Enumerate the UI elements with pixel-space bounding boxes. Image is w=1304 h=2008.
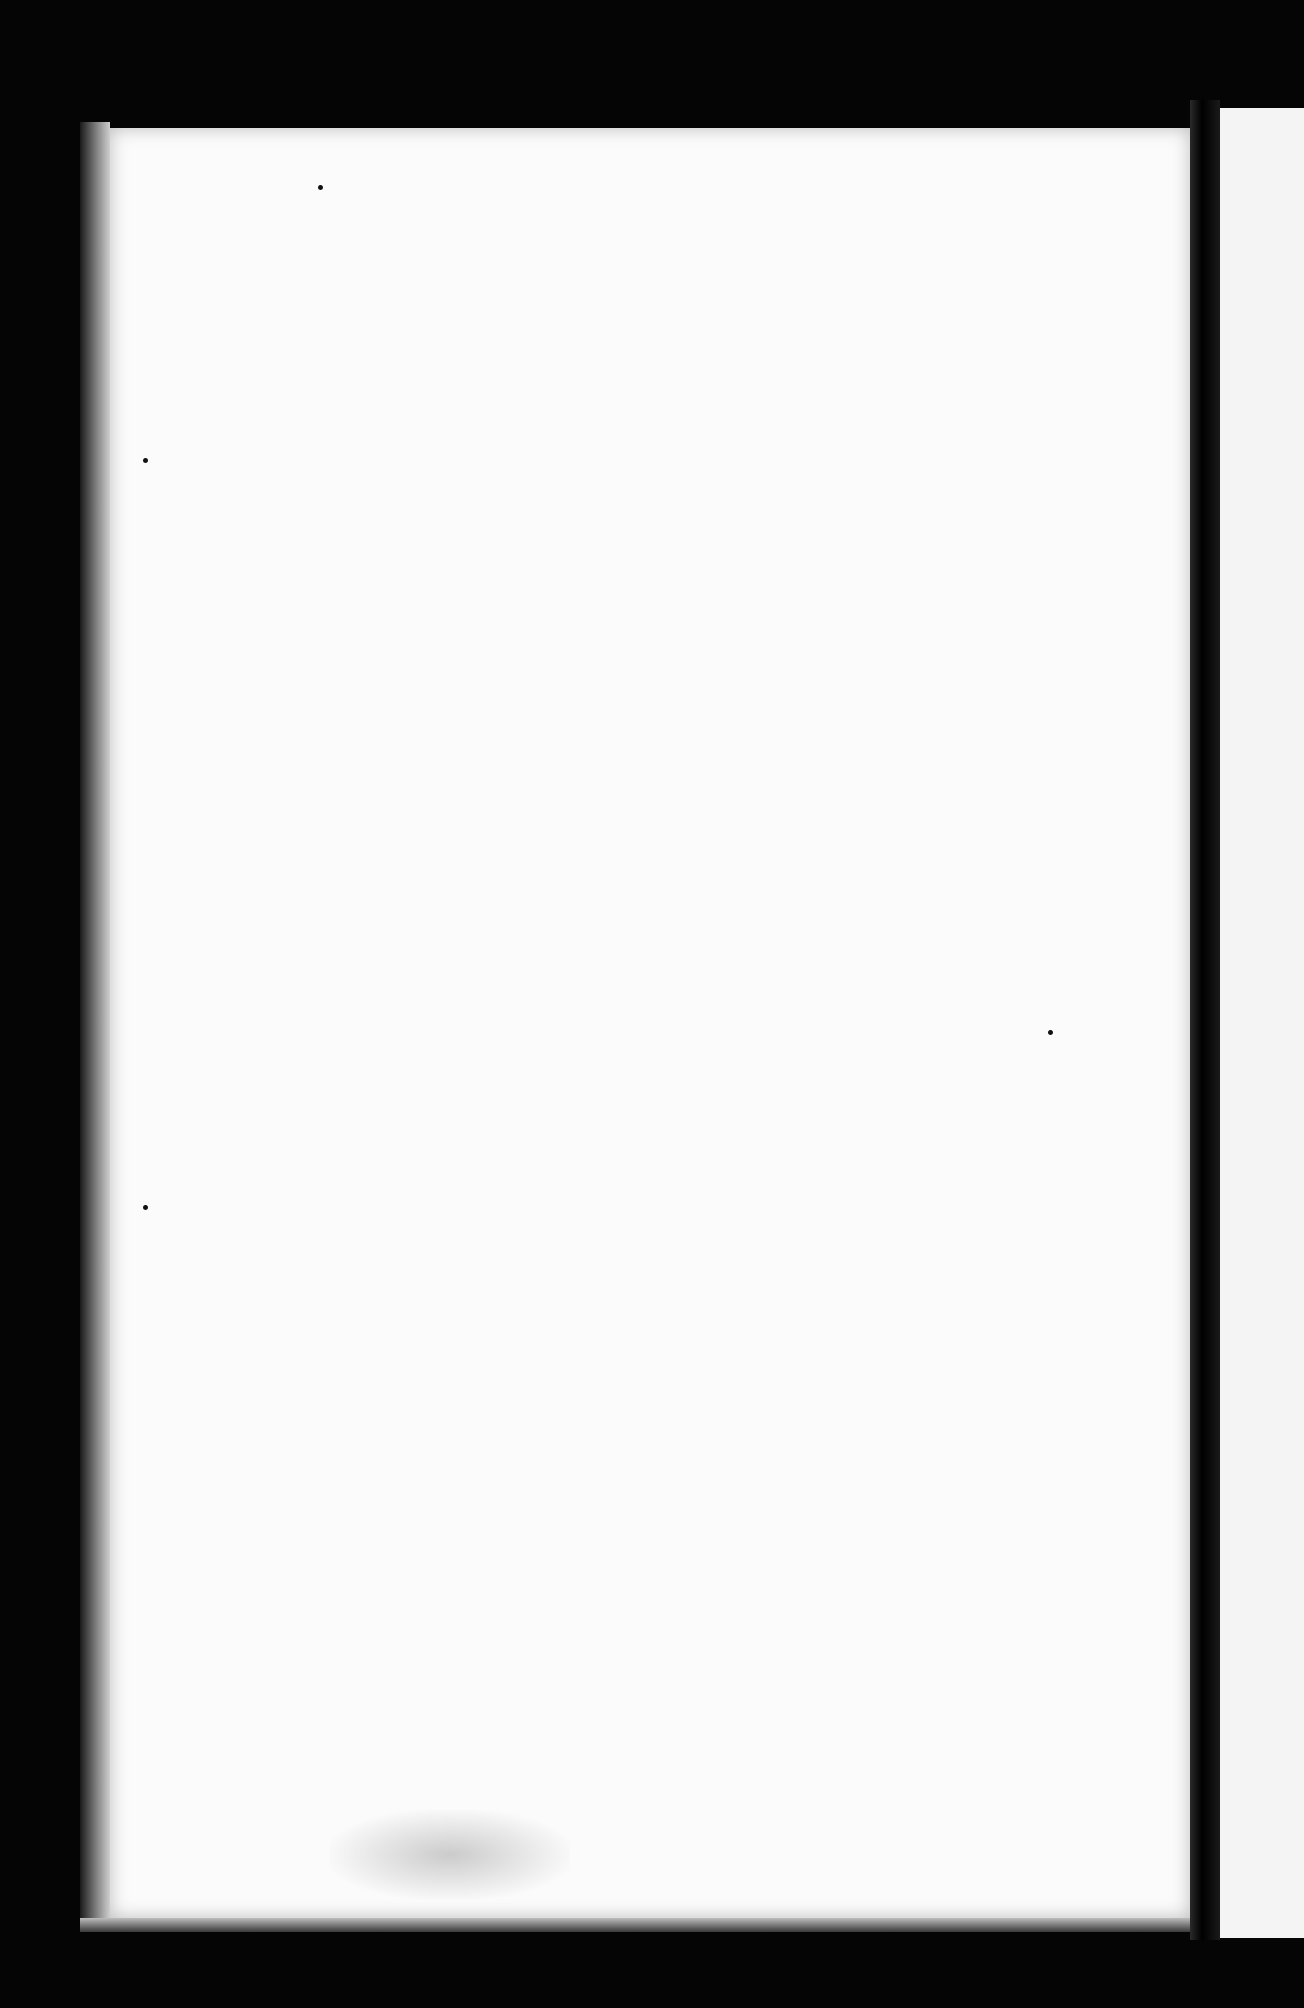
book-gutter [1190, 100, 1220, 1940]
page-content [330, 230, 1135, 278]
speck [143, 1205, 148, 1210]
paper-stain [330, 1810, 570, 1900]
page-edge-left [80, 122, 110, 1922]
speck [143, 458, 148, 463]
facing-page-fragment [1220, 108, 1304, 1938]
speck [318, 185, 323, 190]
speck [1048, 1030, 1053, 1035]
document-page [110, 128, 1190, 1918]
page-edge-bottom [80, 1918, 1192, 1932]
